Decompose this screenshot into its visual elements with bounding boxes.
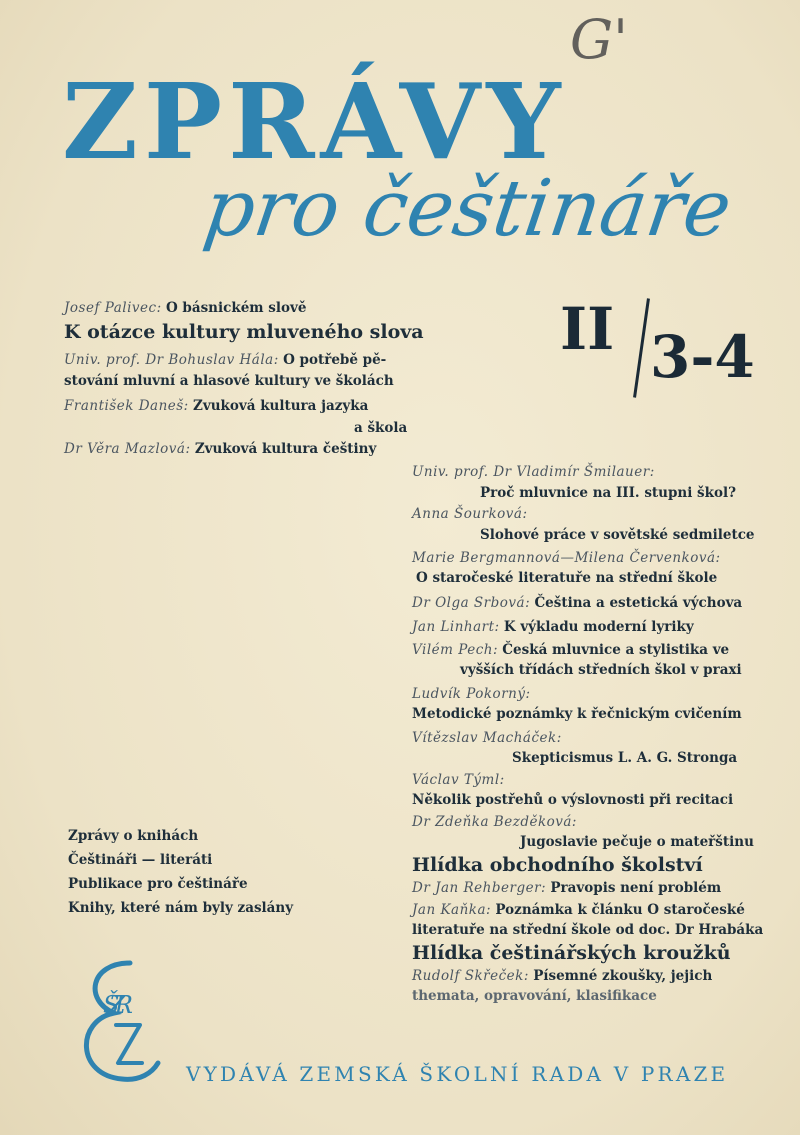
toc-author: Anna Šourková: [412, 506, 528, 522]
toc-title: Proč mluvnice na III. stupni škol? [480, 485, 737, 501]
toc-entry: Josef Palivec: O básnickém slově [64, 300, 307, 316]
toc-title: O staročeské literatuře na střední škole [416, 570, 718, 586]
journal-title: ZPRÁVY [62, 60, 567, 183]
toc-author: Václav Týml: [412, 772, 505, 788]
toc-title: Metodické poznámky k řečnickým cvičením [412, 706, 742, 722]
toc-title: Skepticismus L. A. G. Stronga [512, 750, 738, 766]
zsr-monogram-logo [70, 955, 165, 1090]
issue-slash [633, 298, 650, 397]
toc-entry: Rudolf Skřeček: Písemné zkoušky, jejich [412, 968, 713, 984]
toc-heading: Hlídka obchodního školství [412, 854, 703, 876]
toc-entry-cont: vyšších třídách středních škol v praxi [460, 662, 742, 678]
toc-entry: Vilém Pech: Česká mluvnice a stylistika ve [412, 642, 730, 658]
toc-author: Univ. prof. Dr Vladimír Šmilauer: [412, 464, 655, 480]
toc-entry: Jan Kaňka: Poznámka k článku O staročeské [412, 902, 745, 918]
toc-title: Slohové práce v sovětské sedmiletce [480, 527, 755, 543]
toc-entry-cont: a škola [354, 420, 408, 436]
section-item: Publikace pro češtináře [68, 876, 248, 892]
toc-author: Vítězslav Macháček: [412, 730, 562, 746]
volume-number: II [560, 295, 615, 363]
toc-entry: František Daneš: Zvuková kultura jazyka [64, 398, 369, 414]
section-item: Knihy, které nám byly zaslány [68, 900, 294, 916]
toc-entry: Dr Věra Mazlová: Zvuková kultura češtiny [64, 441, 377, 457]
toc-entry: Dr Olga Srbová: Čeština a estetická výchova [412, 595, 743, 611]
toc-entry-cont: themata, opravování, klasifikace [412, 988, 657, 1004]
toc-heading: Hlídka češtinářských kroužků [412, 942, 731, 964]
toc-heading: K otázce kultury mluveného slova [64, 321, 424, 343]
toc-entry: Jan Linhart: K výkladu moderní lyriky [412, 619, 694, 635]
logo-letter: ŠZR [103, 991, 133, 1019]
toc-title: Několik postřehů o výslovnosti při recitaci [412, 792, 734, 808]
toc-entry-cont: stování mluvní a hlasové kultury ve školách [64, 373, 394, 389]
handwritten-mark: G' [570, 8, 628, 71]
toc-author: Marie Bergmannová—Milena Červenková: [412, 550, 721, 566]
publisher-line: VYDÁVÁ ZEMSKÁ ŠKOLNÍ RADA V PRAZE [186, 1062, 729, 1086]
toc-title: Jugoslavie pečuje o mateřštinu [520, 834, 754, 850]
toc-entry-cont: literatuře na střední škole od doc. Dr Hrabáka [412, 922, 764, 938]
section-item: Češtináři — literáti [68, 852, 213, 868]
toc-entry: Univ. prof. Dr Bohuslav Hála: O potřebě pě- [64, 352, 387, 368]
journal-subtitle: pro češtináře [198, 164, 737, 254]
issue-numbers: 3-4 [650, 323, 755, 391]
toc-author: Ludvík Pokorný: [412, 686, 531, 702]
toc-author: Dr Zdeňka Bezděková: [412, 814, 577, 830]
section-item: Zprávy o knihách [68, 828, 199, 844]
toc-entry: Dr Jan Rehberger: Pravopis není problém [412, 880, 722, 896]
